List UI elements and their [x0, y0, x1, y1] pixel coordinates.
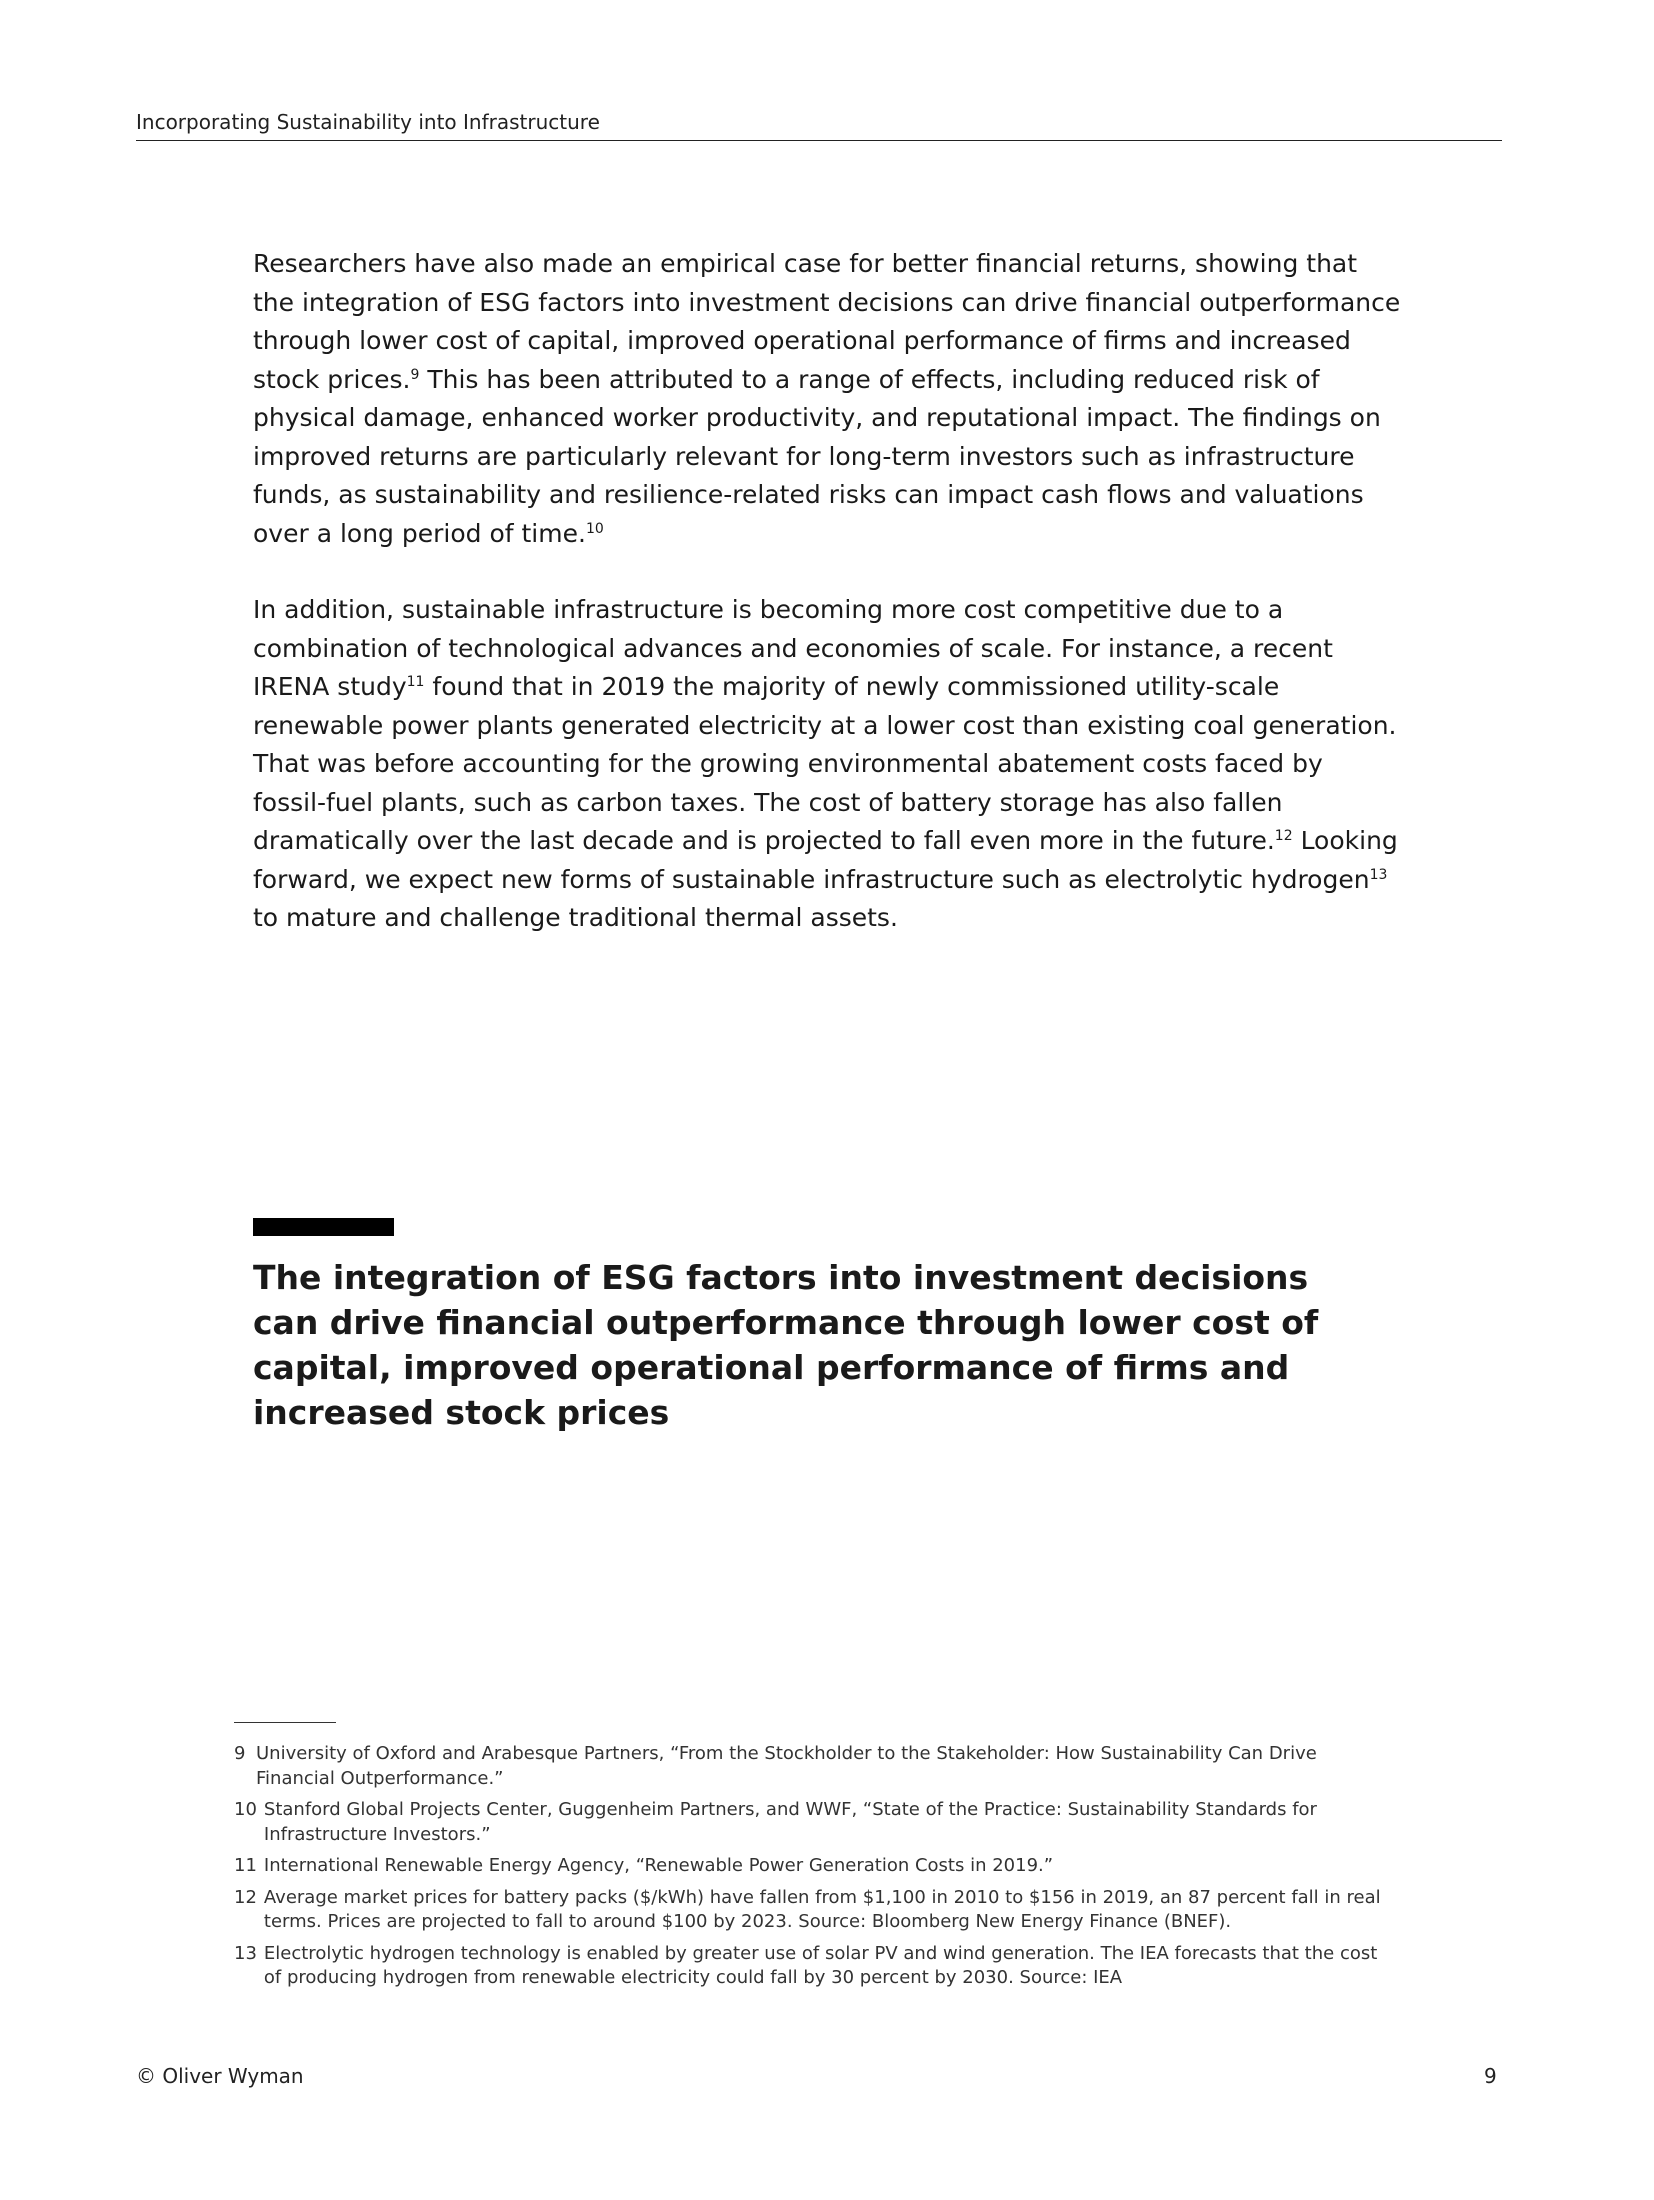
body-text	[253, 245, 1403, 976]
footnote-ref-10: 10	[585, 520, 604, 537]
footnote-item	[234, 1886, 1394, 1935]
footnote-text: Average market prices for battery packs ($/kWh) have fallen from $1,100 in 2010 to $156 in 2019, an 87 percent fall in real terms. Prices are projected to fall to around $100 by 2023. Source: Bloomberg New Energy Finance (BNEF).	[263, 1886, 1381, 1932]
footnote-text: Electrolytic hydrogen technology is enabled by greater use of solar PV and wind generation. The IEA forecasts that the cost of producing hydrogen from renewable electricity could fall by 30 percent by 2030. Source: IEA	[263, 1942, 1378, 1988]
footer-copyright: © Oliver Wyman	[136, 2064, 304, 2088]
page-number: 9	[1484, 2064, 1497, 2088]
paragraph-1-text-a: Researchers have also made an empirical case for better financial returns, showing that the integration of ESG factors into investment decisions can drive financial outperformance through lower cost of capital, improved operational performance of firms and increased stock prices.	[253, 249, 1401, 394]
header-divider	[136, 140, 1502, 141]
footnote-ref-12: 12	[1274, 827, 1293, 844]
paragraph-1	[253, 245, 1403, 553]
footnote-text: University of Oxford and Arabesque Partners, “From the Stockholder to the Stakeholder: How Sustainability Can Drive Financial Outperformance.”	[256, 1743, 1317, 1789]
footnotes-list	[234, 1742, 1394, 1998]
footnote-divider	[234, 1722, 336, 1723]
paragraph-2-text-b: found that in 2019 the majority of newly commissioned utility-scale renewable power plants generated electricity at a lower cost than existing coal generation. That was before accounting for the growing environmental abatement costs faced by fossil-fuel plants, such as carbon taxes. The cost of battery storage has also fallen dramatically over the last decade and is projected to fall even more in the future.	[253, 672, 1397, 855]
footnote-number: 10	[234, 1799, 257, 1820]
footnote-number: 13	[234, 1942, 257, 1964]
paragraph-1-text-b: This has been attributed to a range of effects, including reduced risk of physical damage, enhanced worker productivity, and reputational impact. The findings on improved returns are particularly relevant for long-term investors such as infrastructure funds, as sustainability and resilience-related risks can impact cash flows and valuations over a long period of time.	[253, 364, 1381, 548]
paragraph-2-text-d: to mature and challenge traditional thermal assets.	[253, 903, 898, 932]
footnote-item	[234, 1942, 1394, 1991]
pull-quote-accent-bar	[253, 1218, 394, 1236]
footnote-ref-13: 13	[1369, 866, 1388, 883]
footnote-item	[234, 1798, 1394, 1847]
footnote-text: International Renewable Energy Agency, “Renewable Power Generation Costs in 2019.”	[263, 1855, 1054, 1876]
footnote-text: Stanford Global Projects Center, Guggenheim Partners, and WWF, “State of the Practice: Sustainability Standards for Infrastructure Investors.”	[263, 1799, 1317, 1845]
footnote-item	[234, 1854, 1394, 1879]
paragraph-2-text-a: In addition, sustainable infrastructure is becoming more cost competitive due to a combination of technological advances and economies of scale. For instance, a recent IRENA study	[253, 595, 1333, 701]
paragraph-2	[253, 591, 1403, 938]
footnote-ref-11: 11	[406, 673, 425, 690]
footnote-number: 12	[234, 1886, 257, 1908]
footnote-number: 9	[234, 1743, 246, 1764]
pull-quote: The integration of ESG factors into investment decisions can drive financial outperformance through lower cost of capital, improved operational performance of firms and increased stock prices	[253, 1258, 1319, 1432]
paragraph-2-text-c: Looking forward, we expect new forms of sustainable infrastructure such as electrolytic hydrogen	[253, 826, 1398, 894]
footnote-number: 11	[234, 1855, 257, 1876]
footnote-item	[234, 1742, 1394, 1791]
running-header-title: Incorporating Sustainability into Infrastructure	[136, 110, 600, 134]
footnote-ref-9: 9	[410, 366, 420, 383]
